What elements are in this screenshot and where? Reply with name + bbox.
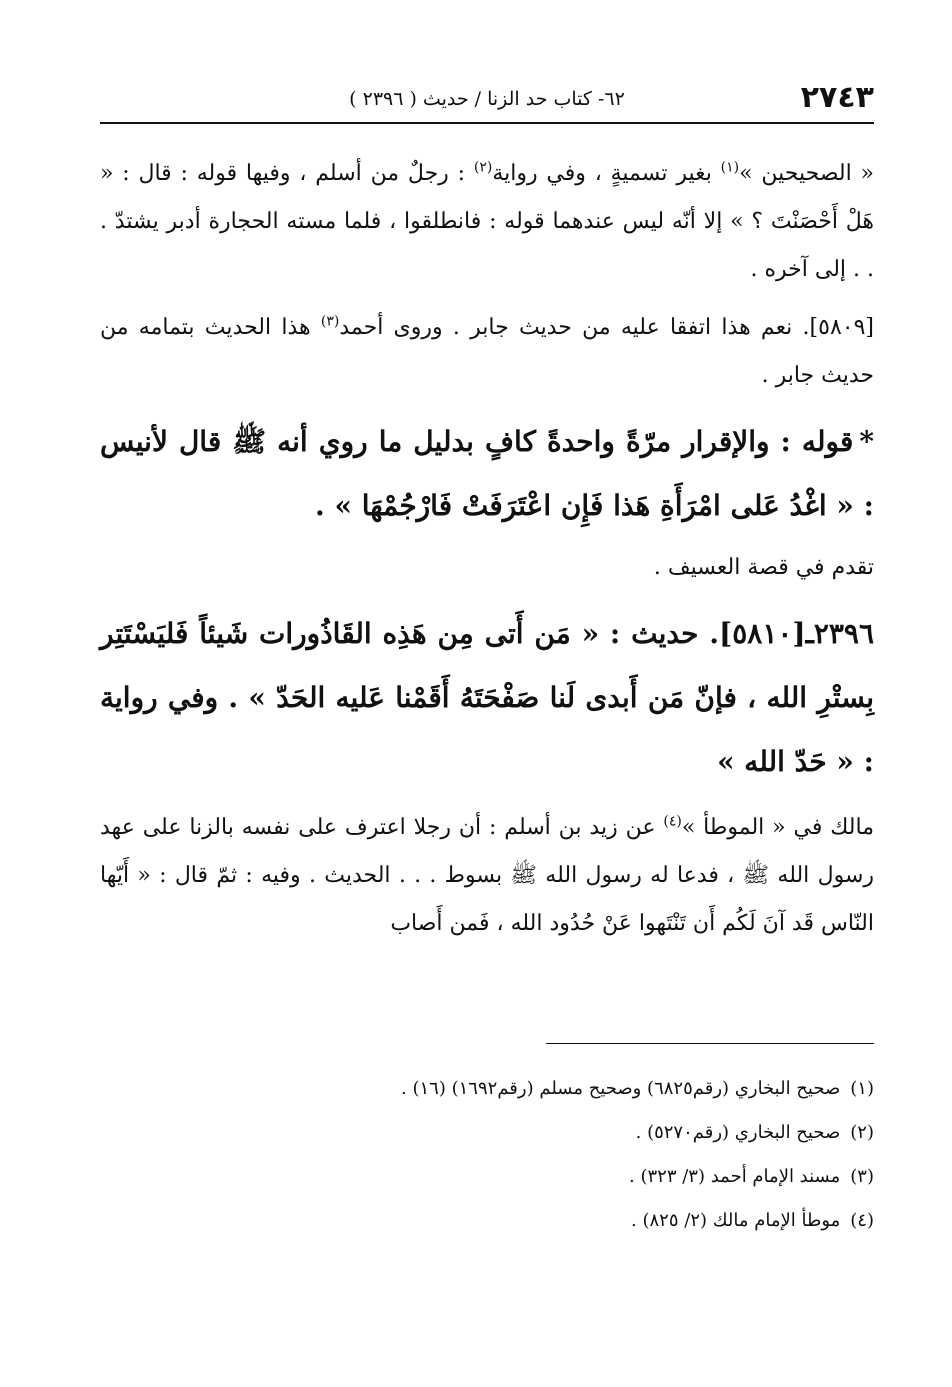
- paragraph-text: [٥٨٠٩]. نعم هذا اتفقا عليه من حديث جابر . وروى أحمد: [339, 315, 874, 340]
- paragraph-text: عن زيد بن أسلم : أن رجلا اعترف على نفسه بالزنا على عهد رسول الله ﷺ ، فدعا له رسول الله ﷺ بسوط . . . الحديث . وفيه : ثمّ قال : « أَيّها النّاس قَد آنَ لَكُم أَن تَنْتَهوا عَنْ حُدُود الله ، فَمن أَصاب: [100, 815, 874, 936]
- asterisk-marker: *: [859, 425, 874, 458]
- footnote-ref: (٤): [663, 813, 682, 830]
- footnote-text: صحيح البخاري (رقم٦٨٢٥) وصحيح مسلم (رقم١٦٩٢) (١٦) .: [401, 1078, 841, 1099]
- footnotes: [100, 1067, 874, 1243]
- footnote: [100, 1155, 874, 1199]
- footnote-text: موطأ الإمام مالك (٢/ ٨٢٥) .: [631, 1210, 841, 1231]
- footnote-number: (٤): [850, 1210, 874, 1231]
- paragraph-text: هذا الحديث بتمامه من حديث جابر .: [100, 315, 874, 388]
- running-title: ٦٢- كتاب حد الزنا / حديث ( ٢٣٩٦ ): [349, 88, 625, 110]
- main-text: [100, 150, 874, 948]
- footnote-number: (٣): [850, 1166, 874, 1187]
- footnote-text: مسند الإمام أحمد (٣/ ٣٢٣) .: [629, 1166, 841, 1187]
- paragraph-text: بغير تسميةٍ ، وفي رواية: [492, 161, 721, 186]
- paragraph-sahihayn: [100, 150, 874, 294]
- footnote-ref: (٢): [473, 159, 493, 176]
- footnote-text: صحيح البخاري (رقم٥٢٧٠) .: [635, 1122, 841, 1143]
- hadith-heading: ٢٣٩٦ـ[٥٨١٠]. حديث : « مَن أَتى مِن هَذِه القَاذُورات شَيئاً فَليَسْتَتِر بِستْرِ الله ، فإنّ مَن أَبدى لَنا صَفْحَتَهُ أَقَمْنا عَليه الحَدّ » . وفي رواية : « حَدّ الله »: [100, 617, 874, 778]
- footnote-ref: (٣): [320, 313, 340, 330]
- paragraph-malik: [100, 804, 874, 948]
- heading-text: قوله : والإقرار مرّةً واحدةً كافٍ بدليل ما روي أنه ﷺ قال لأنيس : « اغْدُ عَلى امْرَأَةِ هَذا فَإِن اعْتَرَفَتْ فَارْجُمْهَا » .: [100, 425, 874, 522]
- paragraph-text: « الصحيحين »: [739, 161, 874, 186]
- footnote: [100, 1111, 874, 1155]
- footnote: [100, 1067, 874, 1111]
- page-header: [100, 78, 874, 124]
- paragraph-jabir: [100, 304, 874, 400]
- cross-reference-note: تقدم في قصة العسيف .: [653, 555, 874, 580]
- footnote-number: (١): [850, 1078, 874, 1099]
- paragraph-text: مالك في « الموطأ »: [681, 815, 874, 840]
- page-number: ٢٧٤٣: [800, 80, 874, 115]
- footnote-number: (٢): [850, 1122, 874, 1143]
- footnote-divider: [546, 1043, 874, 1044]
- footnote: [100, 1199, 874, 1243]
- paragraph-text: : رجلٌ من أسلم ، وفيها قوله : قال : « هَلْ أَحْصَنْتَ ؟ » إلا أنّه ليس عندهما قوله : فانطلقوا ، فلما مسته الحجارة أدبر يشتدّ . . . إلى آخره .: [100, 161, 874, 282]
- footnote-ref: (١): [720, 159, 740, 176]
- section-heading: [100, 410, 874, 538]
